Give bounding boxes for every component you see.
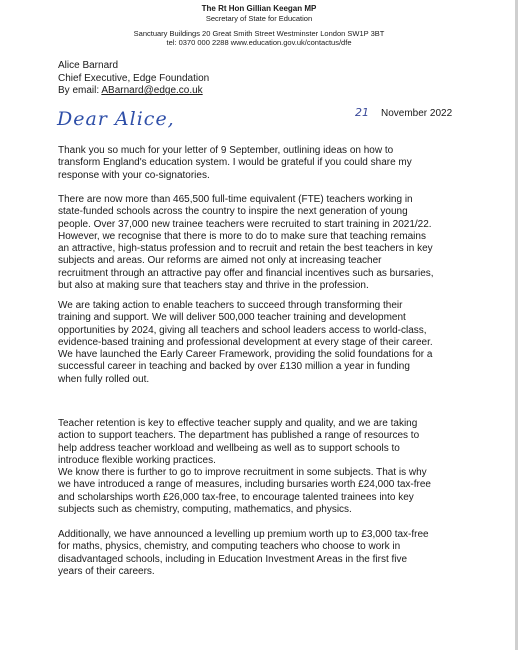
paragraph-line: We know there is further to go to improve recruitment in some subjects. That is why — [58, 467, 427, 478]
paragraph-line: Thank you so much for your letter of 9 September, outlining ideas on how to — [58, 145, 394, 156]
paragraph-3 — [58, 300, 433, 386]
sender-title: Secretary of State for Education — [205, 14, 313, 23]
paragraph-line: Teacher retention is key to effective teacher supply and quality, and we are taking — [58, 418, 418, 429]
paragraph-5 — [58, 467, 431, 516]
paragraph-line: response with your co-signatories. — [58, 169, 210, 181]
paragraph-line: Additionally, we have announced a levelling up premium worth up to £3,000 tax-free — [58, 529, 429, 540]
letter-date — [355, 106, 452, 119]
paragraph-line: training and support. We will deliver 500,000 teacher training and development — [58, 312, 406, 324]
paragraph-line: help address teacher workload and wellbeing as well as to support schools to — [58, 442, 400, 454]
paragraph-line: and scholarships worth £26,000 tax-free, to encourage talented trainees into key — [58, 491, 414, 503]
recipient-block — [58, 60, 209, 98]
paragraph-line: We are taking action to enable teachers to succeed through transforming their — [58, 300, 403, 311]
paragraph-line: evidence-based training and professional development at every stage of their career. — [58, 336, 433, 348]
paragraph-line: state-funded schools across the country to inspire the next generation of young — [58, 206, 408, 218]
email-prefix: By email: — [58, 85, 102, 96]
sender-contact: tel: 0370 000 2288 www.education.gov.uk/contactus/dfe — [166, 38, 352, 47]
paragraph-line: an attractive, high-status profession and to recruit and retain the best teachers in key — [58, 243, 433, 255]
paragraph-line: We have launched the Early Career Framework, providing the solid foundations for a — [58, 349, 433, 361]
paragraph-line: introduce flexible working practices. — [58, 454, 216, 466]
recipient-email-line — [58, 85, 209, 98]
recipient-email-link[interactable]: ABarnard@edge.co.uk — [101, 85, 203, 96]
paragraph-line: There are now more than 465,500 full-time equivalent (FTE) teachers working in — [58, 194, 413, 205]
paragraph-line: but also at making sure that teachers stay and thrive in the profession. — [58, 280, 369, 292]
sender-address: Sanctuary Buildings 20 Great Smith Street Westminster London SW1P 3BT — [133, 29, 385, 38]
date-month-year: November 2022 — [381, 108, 453, 119]
paragraph-line: subjects such as chemistry, computing, mathematics, and physics. — [58, 503, 352, 515]
paragraph-1 — [58, 145, 412, 182]
paragraph-line: successful career in teaching and backed by over £130 million a year in funding — [58, 361, 410, 373]
paragraph-line: subjects and areas. Our reforms are aimed not only at increasing teacher — [58, 255, 382, 267]
paragraph-6 — [58, 529, 429, 578]
paragraph-line: when fully rolled out. — [58, 373, 150, 385]
paragraph-line: However, we recognise that there is more to do to make sure that teaching remains — [58, 230, 426, 242]
paragraph-line: years of their careers. — [58, 565, 155, 577]
paragraph-4 — [58, 418, 419, 467]
paragraph-2 — [58, 194, 434, 292]
paragraph-line: disadvantaged schools, including in Education Investment Areas in the first five — [58, 553, 408, 565]
paragraph-line: transform England's education system. I would be grateful if you could share my — [58, 157, 412, 169]
paragraph-line: for maths, physics, chemistry, and computing teachers who choose to work in — [58, 541, 401, 553]
recipient-name: Alice Barnard — [58, 60, 119, 71]
date-day-handwritten: 21 — [355, 106, 369, 119]
paragraph-line: we have introduced a range of measures, including bursaries worth £24,000 tax-free — [58, 479, 431, 491]
paragraph-line: opportunities by 2024, giving all teachers and school leaders access to world-class, — [58, 324, 427, 336]
recipient-role: Chief Executive, Edge Foundation — [58, 72, 210, 84]
sender-name: The Rt Hon Gillian Keegan MP — [201, 4, 317, 13]
paragraph-line: action to support teachers. The department has published a range of resources to — [58, 430, 420, 442]
paragraph-line: recruitment through an attractive pay offer and financial incentives such as bursaries, — [58, 267, 434, 279]
paragraph-line: people. Over 37,000 new trainee teachers were recruited to start training in 2021/22. — [58, 218, 432, 230]
salutation-handwritten: Dear Alice, — [57, 108, 175, 130]
